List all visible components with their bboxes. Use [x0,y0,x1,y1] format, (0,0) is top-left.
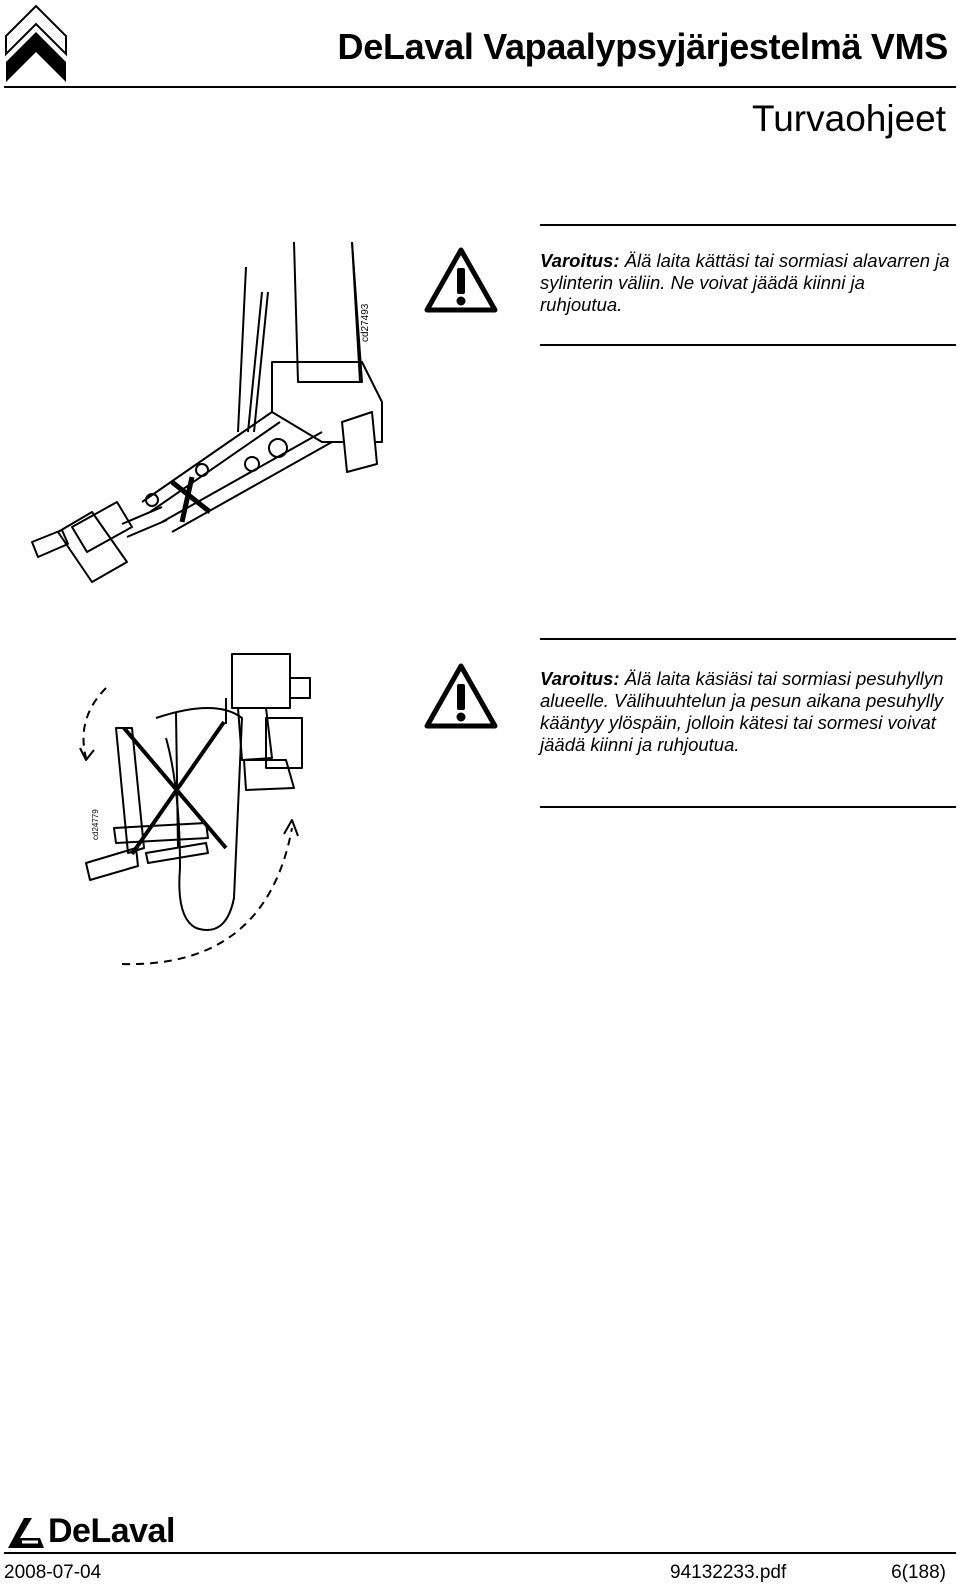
header-divider [4,86,956,88]
footer-page-number: 6(188) [891,1562,946,1583]
warning-body: Älä laita käsiäsi tai sormiasi pesuhyllyn alueelle. Välihuuhtelun ja pesun aikana pesuhylly kääntyy ylöspäin, jolloin kätesi tai sormesi voivat jäädä kiinni ja ruhjoutua. [540,668,944,755]
warning-label: Varoitus: [540,250,620,271]
figure-code: cd24779 [91,809,100,840]
warning-1-text [540,250,950,316]
cleaning-rack-illustration [66,648,326,978]
figure-code: cd27493 [360,303,371,342]
footer-divider [4,1552,956,1554]
section-title: Turvaohjeet [751,98,946,139]
warning-triangle-icon [424,662,498,730]
warning-2-text [540,668,950,756]
delaval-chevron-logo [4,2,68,82]
warning-triangle-icon [424,246,498,314]
delaval-footer-logo: DeLaval [48,1512,175,1550]
delaval-footer-logo-icon [6,1512,46,1550]
warning-body: Älä laita kättäsi tai sormiasi alavarren ja sylinterin väliin. Ne voivat jäädä kiinni ja ruhjoutua. [540,250,950,315]
footer-date: 2008-07-04 [4,1562,102,1583]
warning-2-bottom-rule [540,806,956,808]
warning-1-bottom-rule [540,344,956,346]
document-title: DeLaval Vapaalypsyjärjestelmä VMS [337,26,948,67]
warning-2-top-rule [540,638,956,640]
warning-1-top-rule [540,224,956,226]
warning-label: Varoitus: [540,668,620,689]
robot-arm-illustration [22,232,402,592]
footer-filename: 94132233.pdf [670,1562,787,1583]
